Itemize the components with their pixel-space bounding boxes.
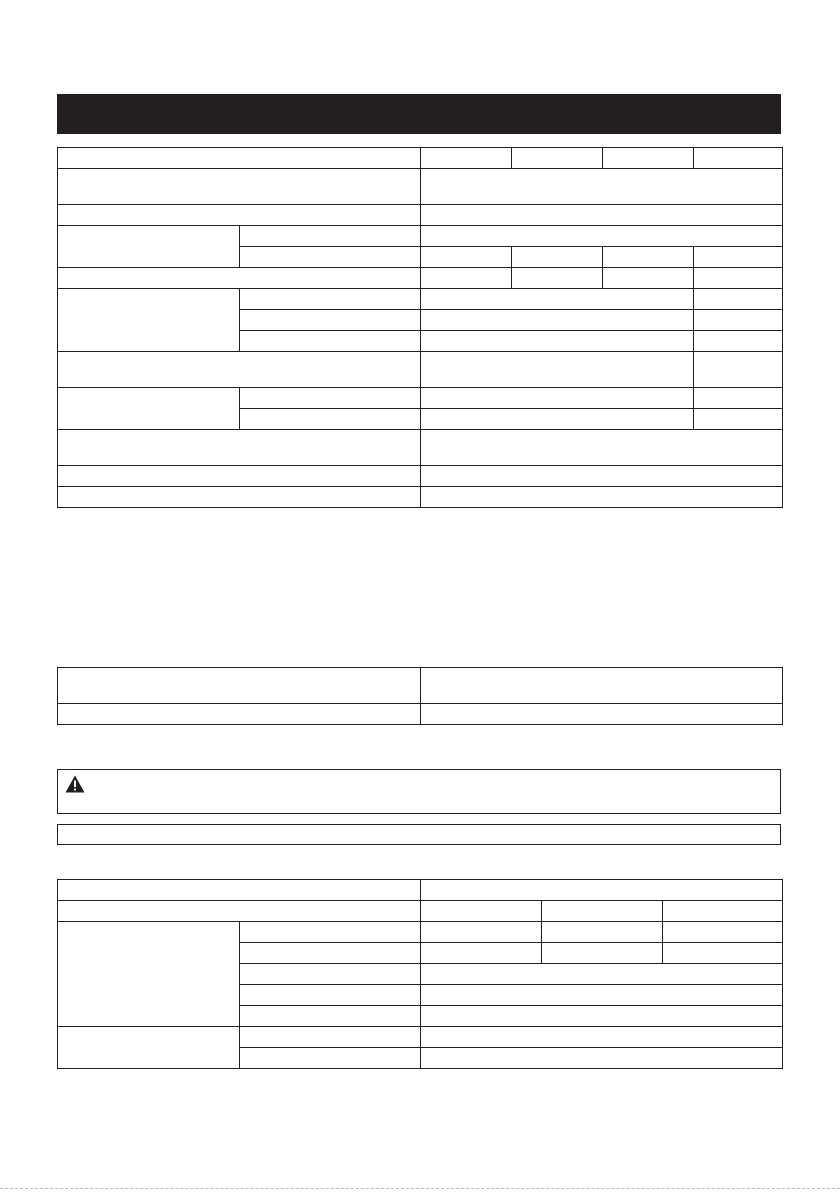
table-row [58,268,783,289]
table-row [58,880,783,901]
table-cell [421,880,783,901]
sound-table [57,667,783,725]
table-cell [58,901,421,922]
table-cell [694,268,783,289]
table-cell [240,1027,421,1048]
table-row [58,487,783,508]
table-cell [421,409,694,430]
table-cell [421,289,694,310]
table-cell [58,388,240,430]
table-row [58,169,783,205]
table-cell [421,247,512,268]
table-row [58,352,783,388]
table-cell [421,205,783,226]
table-cell [421,1006,783,1027]
table-cell [663,943,783,964]
table-cell [421,1048,783,1069]
table-cell [421,388,694,409]
table-row [58,148,783,169]
table-cell [58,668,421,704]
table-cell [694,247,783,268]
table-row [58,901,783,922]
table-cell [694,310,783,331]
table-cell [58,430,421,466]
table-cell [421,1027,783,1048]
warning-triangle-icon [65,775,85,793]
table-cell [663,901,783,922]
table-cell [603,148,694,169]
table-cell [240,985,421,1006]
table-cell [421,985,783,1006]
table-cell [512,148,603,169]
note-box [57,824,781,845]
table-cell [58,352,421,388]
table-cell [58,148,421,169]
table-cell [421,466,783,487]
table-cell [421,331,694,352]
table-cell [421,148,512,169]
table-cell [421,226,783,247]
table-cell [512,247,603,268]
table-row [58,388,783,409]
table-cell [421,430,783,466]
table-cell [240,289,421,310]
table-cell [421,901,542,922]
table-cell [603,268,694,289]
table-cell [58,289,240,352]
table-cell [240,1048,421,1069]
table-cell [240,226,421,247]
page-bottom-rule [0,1188,840,1189]
table-cell [694,289,783,310]
table-cell [421,943,542,964]
table-cell [694,388,783,409]
table-cell [694,352,783,388]
table-cell [694,148,783,169]
table-cell [240,388,421,409]
table-cell [542,901,663,922]
table-cell [663,922,783,943]
table-cell [240,409,421,430]
specifications-table [57,147,783,508]
table-cell [58,466,421,487]
table-cell [512,268,603,289]
table-cell [58,922,240,1027]
table-cell [58,1027,240,1069]
table-cell [421,487,783,508]
table-cell [421,169,783,205]
table-cell [58,268,421,289]
table-cell [240,964,421,985]
section-header-bar [57,94,781,134]
table-row [58,205,783,226]
vibration-table [57,879,783,1069]
table-cell [240,922,421,943]
table-cell [58,169,421,205]
table-cell [603,247,694,268]
table-cell [421,704,783,725]
table-row [58,668,783,704]
table-cell [421,922,542,943]
table-row [58,704,783,725]
table-row [58,430,783,466]
table-cell [694,409,783,430]
table-cell [240,310,421,331]
table-cell [240,943,421,964]
table-cell [421,310,694,331]
table-cell [58,880,421,901]
table-cell [240,247,421,268]
table-row [58,922,783,943]
table-row [58,226,783,247]
table-row [58,1027,783,1048]
table-cell [58,704,421,725]
table-row [58,466,783,487]
table-cell [58,487,421,508]
table-cell [421,268,512,289]
table-cell [542,943,663,964]
table-cell [240,331,421,352]
table-cell [58,205,421,226]
table-cell [694,331,783,352]
warning-box [57,769,781,814]
table-cell [421,964,783,985]
table-cell [240,1006,421,1027]
table-cell [58,226,240,268]
table-cell [421,668,783,704]
table-cell [421,352,694,388]
table-row [58,289,783,310]
table-cell [542,922,663,943]
